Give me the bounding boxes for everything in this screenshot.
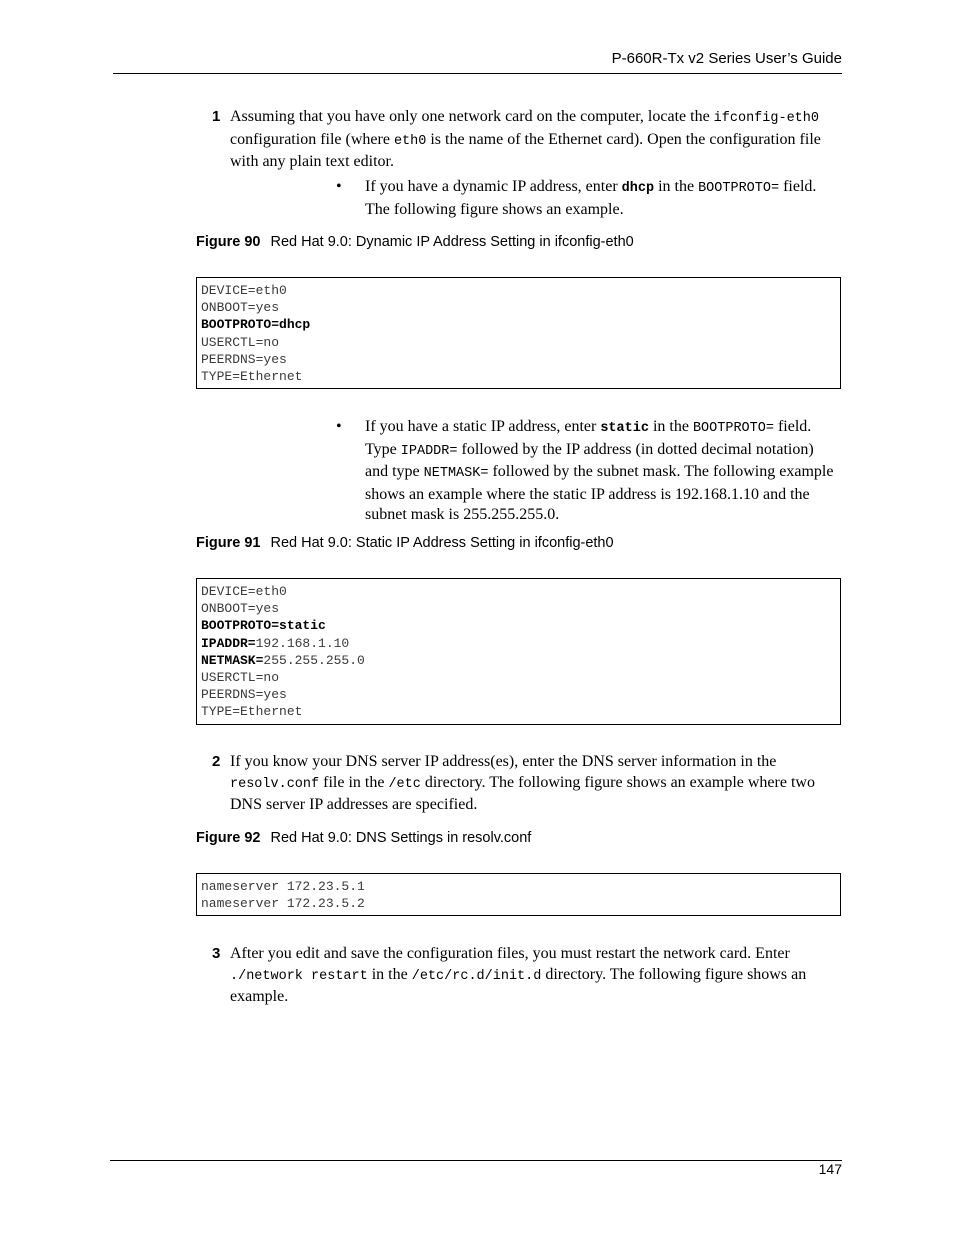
code-run: BOOTPROTO=	[698, 181, 780, 196]
text-run: directory. The following figure shows an example where two DNS server IP addresses are specified.	[230, 773, 815, 813]
figure-92-caption	[196, 830, 842, 846]
code-run: /etc	[388, 776, 421, 792]
step-text	[230, 752, 842, 816]
text-run: If you have a static IP address, enter	[365, 418, 601, 435]
step-number: 1	[212, 108, 221, 125]
text-run: field. The following figure shows an example.	[365, 178, 817, 218]
code-value: 192.168.1.10	[255, 635, 350, 651]
figure-title: Red Hat 9.0: DNS Settings in resolv.conf	[270, 830, 532, 846]
figure-title: Red Hat 9.0: Dynamic IP Address Setting in ifconfig-eth0	[270, 234, 634, 250]
step-3	[212, 944, 842, 1008]
code-value: USERCTL=no	[201, 334, 280, 350]
bullet-icon: •	[336, 418, 342, 435]
step-number: 3	[212, 945, 221, 962]
code-line	[201, 368, 836, 385]
code-value: USERCTL=no	[201, 670, 280, 686]
text-run: If you have a dynamic IP address, enter	[365, 178, 622, 195]
code-line	[201, 617, 836, 634]
bullet-text	[365, 177, 836, 220]
code-keyword: BOOTPROTO=dhcp	[201, 317, 311, 333]
code-value: ONBOOT=yes	[201, 601, 280, 617]
text-run: field. Type	[365, 418, 812, 458]
code-run: NETMASK=	[423, 466, 489, 481]
code-line	[201, 686, 836, 703]
code-value: DEVICE=eth0	[201, 584, 287, 599]
code-line	[201, 652, 836, 669]
code-run-bold: static	[600, 421, 649, 436]
figure-91-code	[196, 578, 841, 725]
code-line	[201, 351, 836, 368]
figure-label: Figure 91	[196, 535, 261, 551]
text-run: configuration file (where	[230, 130, 394, 148]
bullet-icon: •	[336, 178, 342, 195]
code-run: BOOTPROTO=	[692, 421, 774, 436]
step-number: 2	[212, 753, 221, 770]
code-value: PEERDNS=yes	[201, 351, 287, 367]
code-value: ONBOOT=yes	[201, 300, 280, 316]
text-run: Assuming that you have only one network card on the computer, locate the	[230, 108, 714, 125]
figure-90-code	[196, 277, 841, 389]
page-number: 147	[818, 1161, 842, 1177]
text-run: followed by the subnet mask. The following example shows an example where the static IP address is 192.168.1.10 and the subnet mask is 255.255.255.0.	[365, 463, 834, 523]
code-line	[201, 895, 836, 912]
code-line	[201, 669, 836, 686]
step-text	[230, 107, 842, 173]
code-keyword: BOOTPROTO=static	[201, 618, 326, 634]
code-value: 255.255.255.0	[263, 652, 365, 668]
figure-90-caption	[196, 234, 842, 250]
step-2	[212, 752, 842, 816]
code-value: PEERDNS=yes	[201, 687, 287, 703]
code-line	[201, 316, 836, 333]
code-run-bold: dhcp	[621, 181, 655, 196]
code-run: eth0	[393, 133, 427, 149]
code-keyword: IPADDR=	[201, 635, 256, 651]
code-line	[201, 600, 836, 617]
code-value: nameserver 172.23.5.1	[201, 879, 365, 894]
text-run: After you edit and save the configuration files, you must restart the network card. Enter	[230, 945, 790, 962]
code-run: IPADDR=	[400, 443, 458, 459]
code-run: ifconfig-eth0	[713, 111, 819, 126]
text-run: directory. The following figure shows an example.	[230, 965, 807, 1005]
text-run: file in the	[319, 773, 389, 791]
text-run: If you know your DNS server IP address(es), enter the DNS server information in the	[230, 753, 777, 770]
bullet-text	[365, 417, 836, 526]
code-value: nameserver 172.23.5.2	[201, 896, 365, 912]
step-1	[212, 107, 842, 173]
text-run: in the	[648, 418, 693, 435]
figure-label: Figure 92	[196, 830, 261, 846]
step-text	[230, 944, 842, 1008]
code-line	[201, 282, 836, 299]
code-value: TYPE=Ethernet	[201, 369, 303, 385]
code-keyword: NETMASK=	[201, 652, 264, 668]
bullet-static-ip	[336, 417, 836, 526]
figure-92-code	[196, 873, 841, 916]
code-line	[201, 299, 836, 316]
text-run: in the	[367, 965, 412, 983]
figure-91-caption	[196, 535, 842, 551]
code-run: ./network restart	[230, 968, 368, 984]
bullet-dynamic-ip	[336, 177, 836, 220]
code-line	[201, 334, 836, 351]
code-line	[201, 635, 836, 652]
figure-label: Figure 90	[196, 234, 261, 250]
text-run: is the name of the Ethernet card). Open the configuration file with any plain text editor.	[230, 130, 821, 170]
code-line	[201, 703, 836, 720]
text-run: in the	[654, 178, 699, 195]
page-header: P-660R-Tx v2 Series User’s Guide	[611, 50, 842, 67]
code-line	[201, 583, 836, 600]
header-rule	[113, 73, 842, 74]
text-run: followed by the IP address (in dotted decimal notation) and type	[365, 440, 814, 480]
code-run: /etc/rc.d/init.d	[411, 968, 542, 984]
code-run: resolv.conf	[230, 776, 320, 792]
code-value: DEVICE=eth0	[201, 283, 287, 298]
code-line	[201, 878, 836, 895]
code-value: TYPE=Ethernet	[201, 704, 303, 720]
figure-title: Red Hat 9.0: Static IP Address Setting in ifconfig-eth0	[270, 535, 614, 551]
